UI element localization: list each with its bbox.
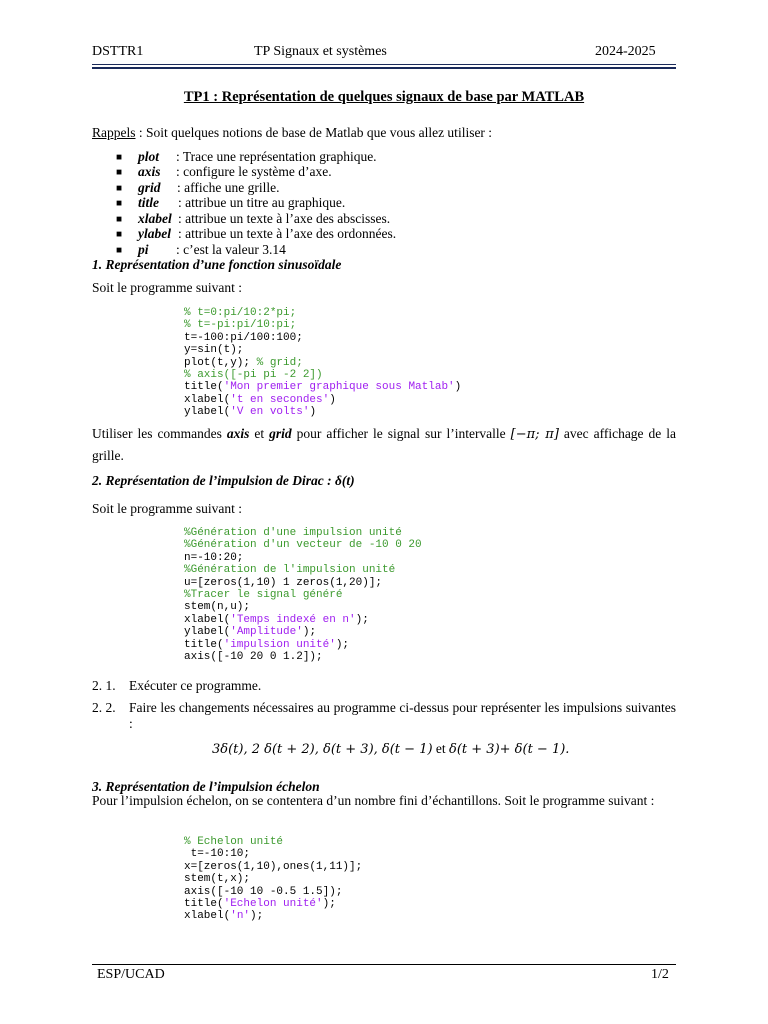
code-comment: % grid; (256, 356, 303, 369)
document-title: TP1 : Représentation de quelques signaux de base par MATLAB (183, 89, 585, 105)
rappel-term: ylabel (138, 226, 171, 241)
code-string: 't en secondes' (230, 393, 330, 406)
code-line: n=-10:20; (184, 551, 244, 564)
instr-text: et (249, 426, 270, 441)
code-line: ) (329, 393, 336, 406)
section3-intro: Pour l’impulsion échelon, on se contentera d’un nombre fini d’échantillons. Soit le programme suivant : (92, 793, 655, 808)
code-line: % Echelon unité (184, 836, 284, 848)
bullet-icon: ■ (116, 245, 123, 256)
section1-heading: 1. Représentation d’une fonction sinusoïdale (92, 257, 342, 272)
header-course-title: TP Signaux et systèmes (254, 44, 387, 59)
rappel-desc: : c’est la valeur 3.14 (176, 242, 286, 257)
code-line: axis([-10 10 -0.5 1.5]); (184, 885, 343, 898)
bullet-icon: ■ (116, 198, 123, 209)
code-line: axis([-10 20 0 1.2]); (184, 651, 323, 664)
section2-code-block (184, 527, 422, 663)
footer-rule (92, 964, 676, 965)
code-line: % t=0:pi/10:2*pi; (184, 307, 297, 319)
question-number: 2. 2. (92, 700, 116, 715)
code-string: 'Amplitude' (230, 626, 303, 639)
question-text: Exécuter ce programme. (129, 678, 262, 693)
code-line: xlabel( (184, 393, 231, 406)
code-line: u=[zeros(1,10) 1 zeros(1,20)]; (184, 576, 383, 589)
question-text: Faire les changements nécessaires au programme ci-dessus pour représenter les impulsions suivantes : (129, 700, 676, 731)
code-line: t=-100:pi/100:100; (184, 331, 303, 344)
code-line: ) (454, 381, 462, 394)
code-line: ); (335, 638, 350, 651)
code-line: ); (355, 613, 369, 626)
code-line: t=-10:10; (184, 848, 251, 861)
header-rule-thick (92, 67, 676, 69)
rappel-desc: : affiche une grille. (177, 180, 280, 195)
instr-interval: [−π; π] (510, 427, 559, 442)
code-line: ); (322, 898, 336, 911)
code-line: title( (184, 898, 224, 911)
section3-code-block (184, 836, 362, 923)
code-line: %Génération d'un vecteur de -10 0 20 (184, 539, 422, 552)
header-course-code: DSTTR1 (92, 44, 144, 59)
rappel-term: xlabel (138, 211, 172, 226)
footer-page-number: 1/2 (651, 967, 669, 982)
code-line: title( (184, 638, 224, 651)
instr-text: avec affichage de la grille. (92, 426, 676, 463)
rappel-term: plot (138, 149, 160, 164)
code-string: 'Mon premier graphique sous Matlab' (223, 381, 455, 394)
section3-heading: 3. Représentation de l’impulsion échelon (92, 779, 320, 794)
code-line: xlabel( (184, 910, 231, 923)
code-line: ylabel( (184, 406, 231, 419)
bullet-icon: ■ (116, 152, 123, 163)
code-line: title( (184, 381, 224, 394)
code-string: 'Echelon unité' (223, 898, 323, 911)
code-line: %Tracer le signal généré (184, 589, 343, 602)
rappel-desc: : configure le système d’axe. (176, 164, 332, 179)
code-line: %Génération de l'impulsion unité (184, 564, 396, 577)
section2-heading: 2. Représentation de l’impulsion de Dirac : δ(t) (92, 473, 355, 488)
code-line: ) (309, 406, 317, 419)
rappels-intro (92, 125, 492, 141)
formula-part: δ(t + 3)+ δ(t − 1). (449, 742, 570, 757)
rappel-desc: : attribue un texte à l’axe des ordonnées. (178, 226, 397, 241)
code-string: 'V en volts' (230, 406, 310, 419)
rappel-term: grid (138, 180, 161, 195)
section2-intro: Soit le programme suivant : (92, 501, 242, 516)
formula-et: et (432, 741, 450, 756)
header-year: 2024-2025 (595, 44, 656, 59)
instr-text: Utiliser les commandes (92, 426, 227, 441)
code-line: ); (250, 910, 264, 923)
bullet-icon: ■ (116, 229, 123, 240)
instr-grid: grid (269, 426, 292, 441)
code-line: % t=-pi:pi/10:pi; (184, 319, 297, 332)
section1-intro: Soit le programme suivant : (92, 280, 242, 295)
code-string: 'n' (230, 910, 251, 923)
footer-institution: ESP/UCAD (97, 967, 165, 982)
rappel-term: pi (138, 242, 149, 257)
code-string: 'Temps indexé en n' (230, 613, 356, 626)
bullet-icon: ■ (116, 214, 123, 225)
code-line: % axis([-pi pi -2 2]) (184, 369, 323, 382)
rappel-desc: : attribue un texte à l’axe des abscisses. (178, 211, 391, 226)
rappels-label: Rappels (92, 125, 136, 140)
code-string: 'impulsion unité' (223, 638, 336, 651)
impulse-formula (212, 741, 569, 757)
code-line: stem(n,u); (184, 601, 251, 614)
rappel-desc: : Trace une représentation graphique. (176, 149, 377, 164)
code-line: y=sin(t); (184, 344, 244, 357)
code-line: x=[zeros(1,10),ones(1,11)]; (184, 860, 363, 873)
question-number: 2. 1. (92, 678, 116, 693)
rappels-text: : Soit quelques notions de base de Matlab que vous allez utiliser : (135, 125, 493, 140)
section1-code-block (184, 307, 461, 419)
code-line: ylabel( (184, 626, 231, 639)
bullet-icon: ■ (116, 167, 123, 178)
rappel-term: title (138, 195, 159, 210)
instr-text: pour afficher le signal sur l’intervalle (291, 426, 511, 441)
code-line: stem(t,x); (184, 873, 251, 886)
section1-instruction (92, 423, 676, 466)
code-line: xlabel( (184, 613, 231, 626)
bullet-icon: ■ (116, 183, 123, 194)
code-line: plot(t,y); (184, 356, 257, 369)
rappel-desc: : attribue un titre au graphique. (178, 195, 346, 210)
code-line: ); (302, 626, 317, 639)
instr-axis: axis (226, 426, 250, 441)
formula-part: 3δ(t), 2 δ(t + 2), δ(t + 3), δ(t − 1) (212, 742, 433, 757)
code-line: %Génération d'une impulsion unité (184, 527, 402, 539)
rappel-term: axis (138, 164, 161, 179)
header-rule-thin (92, 64, 676, 65)
